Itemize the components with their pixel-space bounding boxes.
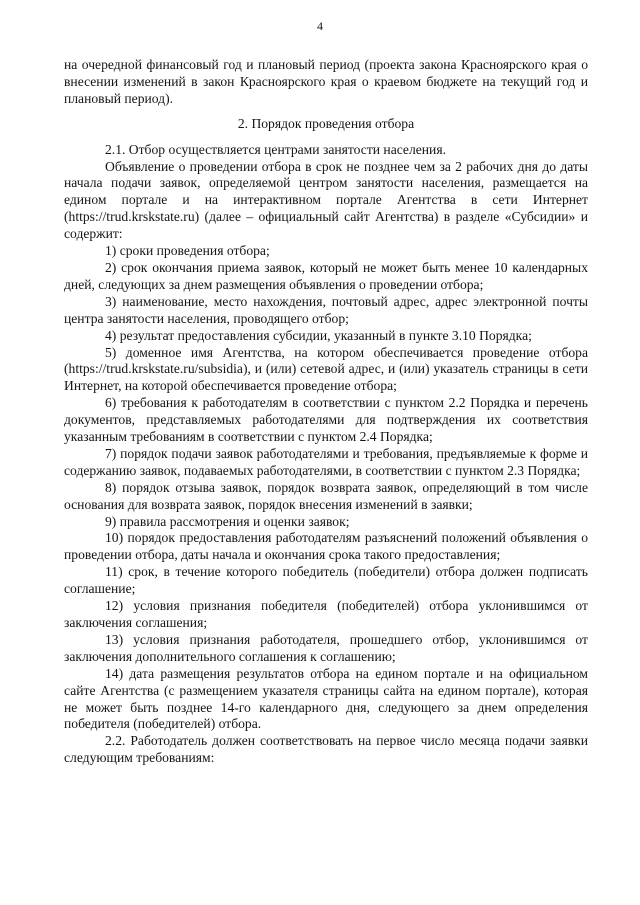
list-item-6: 6) требования к работодателям в соответствии с пунктом 2.2 Порядка и перечень документов, представляемых работодателями для подтверждения их соответствия указанным требованиям в соответствии с пунктом 2.4 Порядка;: [64, 395, 588, 445]
list-item-7: 7) порядок подачи заявок работодателями и требования, предъявляемые к форме и содержанию заявок, подаваемых работодателями, в соответствии с пунктом 2.3 Порядка;: [64, 445, 588, 478]
list-item-12: 12) условия признания победителя (победителей) отбора уклонившимся от заключения соглашения;: [64, 598, 588, 630]
list-item-9: 9) правила рассмотрения и оценки заявок;: [105, 513, 350, 529]
list-item-14: 14) дата размещения результатов отбора на едином портале и на официальном сайте Агентства (с размещением указателя страницы сайта на едином портале), которая не может быть позднее 14-го календарного дня, следующего за днем определения победителя (победителей) отбора.: [64, 665, 588, 732]
list-item-10: 10) порядок предоставления работодателям разъяснений положений объявления о проведении отбора, даты начала и окончания срока такого предоставления;: [64, 530, 588, 563]
list-item-4: 4) результат предоставления субсидии, указанный в пункте 3.10 Порядка;: [105, 327, 532, 343]
list-item-3: 3) наименование, место нахождения, почтовый адрес, адрес электронной почты центра занятости населения, проводящего отбор;: [64, 293, 588, 326]
paragraph-2-2: 2.2. Работодатель должен соответствовать на первое число месяца подачи заявки следующим требованиям:: [64, 733, 588, 766]
list-item-13: 13) условия признания работодателя, прошедшего отбор, уклонившимся от заключения дополнительного соглашения к соглашению;: [64, 631, 588, 664]
paragraph-2-1: 2.1. Отбор осуществляется центрами занятости населения.: [105, 141, 446, 157]
intro-paragraph: на очередной финансовый год и плановый период (проекта закона Красноярского края о внесении изменений в закон Красноярского края о краевом бюджете на текущий год и плановый период).: [64, 57, 588, 106]
section-heading: 2. Порядок проведения отбора: [237, 115, 415, 131]
list-item-8: 8) порядок отзыва заявок, порядок возврата заявок, определяющий в том числе основания для возврата заявок, порядок внесения изменений в заявки;: [64, 479, 588, 512]
document-body: [64, 57, 588, 767]
list-item-2: 2) срок окончания приема заявок, который не может быть менее 10 календарных дней, следующих за днем размещения объявления о проведении отбора;: [64, 259, 588, 292]
list-item-11: 11) срок, в течение которого победитель (победители) отбора должен подписать соглашение;: [64, 564, 588, 597]
announcement-paragraph: Объявление о проведении отбора в срок не позднее чем за 2 рабочих дня до даты начала подачи заявок, определяемой центром занятости населения, размещается на едином портале и на интерактивном портале Агентства в сети Интернет (https://trud.krskstate.ru) (далее – официальный сайт Агентства) в разделе «Субсидии» и содержит:: [64, 158, 588, 242]
list-item-5: 5) доменное имя Агентства, на котором обеспечивается проведение отбора (https://trud.krskstate.ru/subsidia), и (или) сетевой адрес, и (или) указатель страницы в сети Интернет, на которой обеспечивается проведение отбора;: [64, 344, 588, 394]
list-item-1: 1) сроки проведения отбора;: [105, 243, 270, 259]
page-number: 4: [317, 19, 323, 33]
